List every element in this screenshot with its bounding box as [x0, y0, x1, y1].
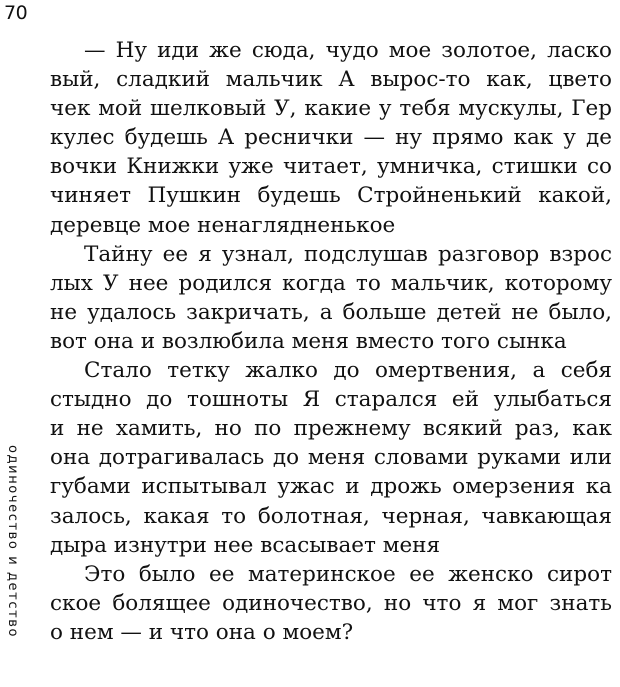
text-line: она дотрагивалась до меня словами руками или — [50, 445, 612, 471]
text-line: вочки Книжки уже читает, умничка, стишки со — [50, 154, 612, 180]
text-line: не удалось закричать, а больше детей не было, — [50, 299, 612, 325]
paragraph-2 — [50, 240, 612, 356]
paragraph-4 — [50, 560, 612, 647]
text-line: вый, сладкий мальчик А вырос-то как, цвето — [50, 67, 612, 93]
text-line: деревце мое ненаглядненькое — [50, 212, 396, 238]
page-number: 70 — [4, 2, 28, 24]
text-line: дыра изнутри нее всасывает меня — [50, 532, 441, 558]
text-line: ское болящее одиночество, но что я мог знать — [50, 590, 612, 616]
text-line: — Ну иди же сюда, чудо мое золотое, ласко — [84, 38, 612, 63]
text-line: кулес будешь А реснички — ну прямо как у де — [50, 125, 612, 151]
text-line: Стало тетку жалко до омертвения, а себя — [84, 358, 612, 384]
paragraph-1 — [50, 36, 612, 240]
body-text — [50, 36, 612, 647]
text-line: и не хамить, но по прежнему всякий раз, как — [50, 416, 612, 442]
paragraph-3 — [50, 356, 612, 560]
text-line: чиняет Пушкин будешь Стройненький какой, — [50, 183, 612, 209]
text-line: вот она и возлюбила меня вместо того сынка — [50, 328, 567, 354]
text-line: стыдно до тошноты Я старался ей улыбаться — [50, 387, 612, 413]
text-line: чек мой шелковый У, какие у тебя мускулы, Гер — [50, 96, 612, 122]
running-title: одиночество и детство — [5, 445, 20, 639]
text-line: Это было ее материнское ее женско сирот — [84, 561, 612, 587]
text-line: губами испытывал ужас и дрожь омерзения ка — [50, 474, 612, 500]
text-line: залось, какая то болотная, черная, чавкающая — [50, 503, 612, 529]
text-line: о нем — и что она о моем? — [50, 619, 354, 645]
text-line: лых У нее родился когда то мальчик, которому — [50, 270, 612, 296]
text-line: Тайну ее я узнал, подслушав разговор взрос — [84, 241, 612, 267]
